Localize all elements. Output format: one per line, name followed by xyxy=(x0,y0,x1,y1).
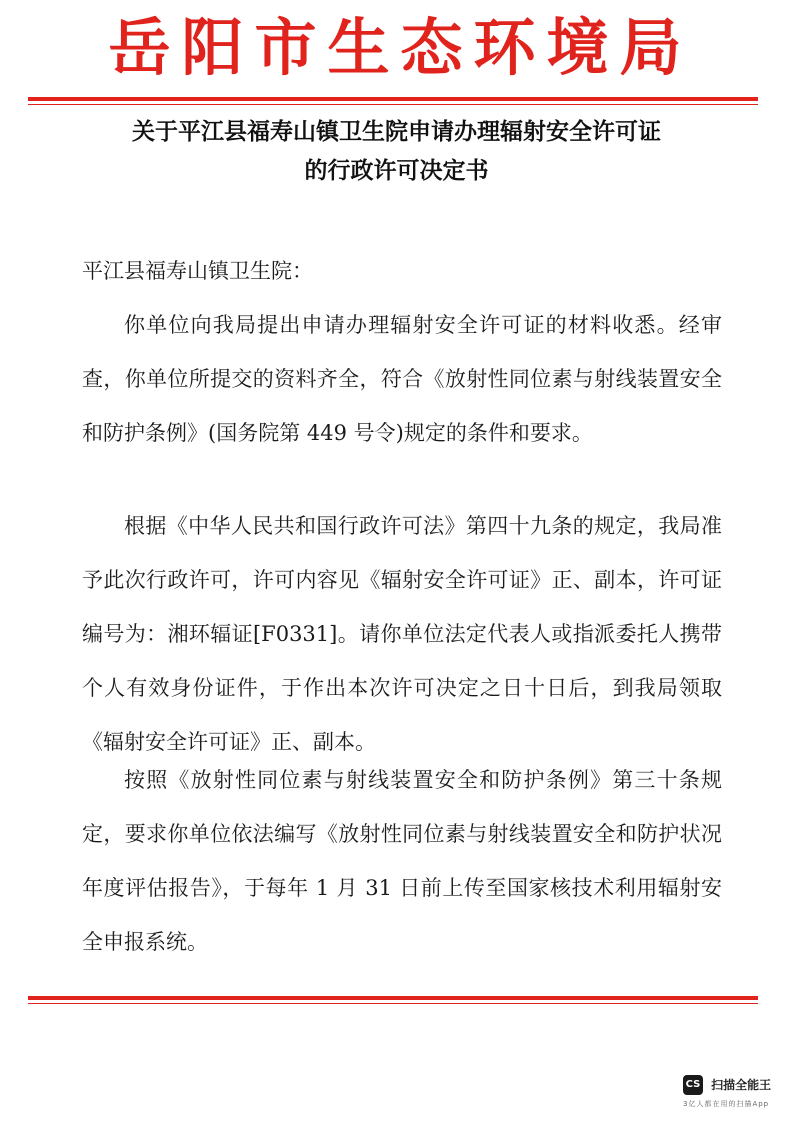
letterhead-divider xyxy=(28,97,758,105)
scanner-watermark xyxy=(683,1074,771,1109)
scanner-app-slogan: 3亿人都在用的扫描App xyxy=(683,1099,770,1108)
scanner-app-name: 扫描全能王 xyxy=(711,1078,772,1092)
document-title-line1: 关于平江县福寿山镇卫生院申请办理辐射安全许可证 xyxy=(132,119,661,145)
footer-divider xyxy=(28,996,758,1004)
paragraph-text: 你单位向我局提出申请办理辐射安全许可证的材料收悉。经审查，你单位所提交的资料齐全，符合《放射性同位素与射线装置安全和防护条例》(国务院第 449 号令)规定的条件和要求。 xyxy=(82,313,722,445)
paragraph-permit-decision xyxy=(82,499,722,769)
paragraph-text: 根据《中华人民共和国行政许可法》第四十九条的规定，我局准予此次行政许可，许可内容见《辐射安全许可证》正、副本，许可证编号为：湘环辐证[F0331]。请你单位法定代表人或指派委托人携带个人有效身份证件，于作出本次许可决定之日十日后，到我局领取《辐射安全许可证》正、副本。 xyxy=(82,514,722,754)
salutation-text: 平江县福寿山镇卫生院： xyxy=(82,259,313,283)
paragraph-text: 按照《放射性同位素与射线装置安全和防护条例》第三十条规定，要求你单位依法编写《放射性同位素与射线装置安全和防护状况年度评估报告》，于每年 1 月 31 日前上传至国家核技术利用辐射安全申报系统。 xyxy=(82,768,722,954)
document-title-line2: 的行政许可决定书 xyxy=(304,158,489,184)
salutation xyxy=(82,244,722,298)
paragraph-annual-report-requirement xyxy=(82,753,722,969)
letterhead-org-name: 岳阳市生态环境局 xyxy=(108,11,693,84)
camscanner-logo-icon: CS xyxy=(683,1075,703,1095)
paragraph-review-result xyxy=(82,298,722,460)
